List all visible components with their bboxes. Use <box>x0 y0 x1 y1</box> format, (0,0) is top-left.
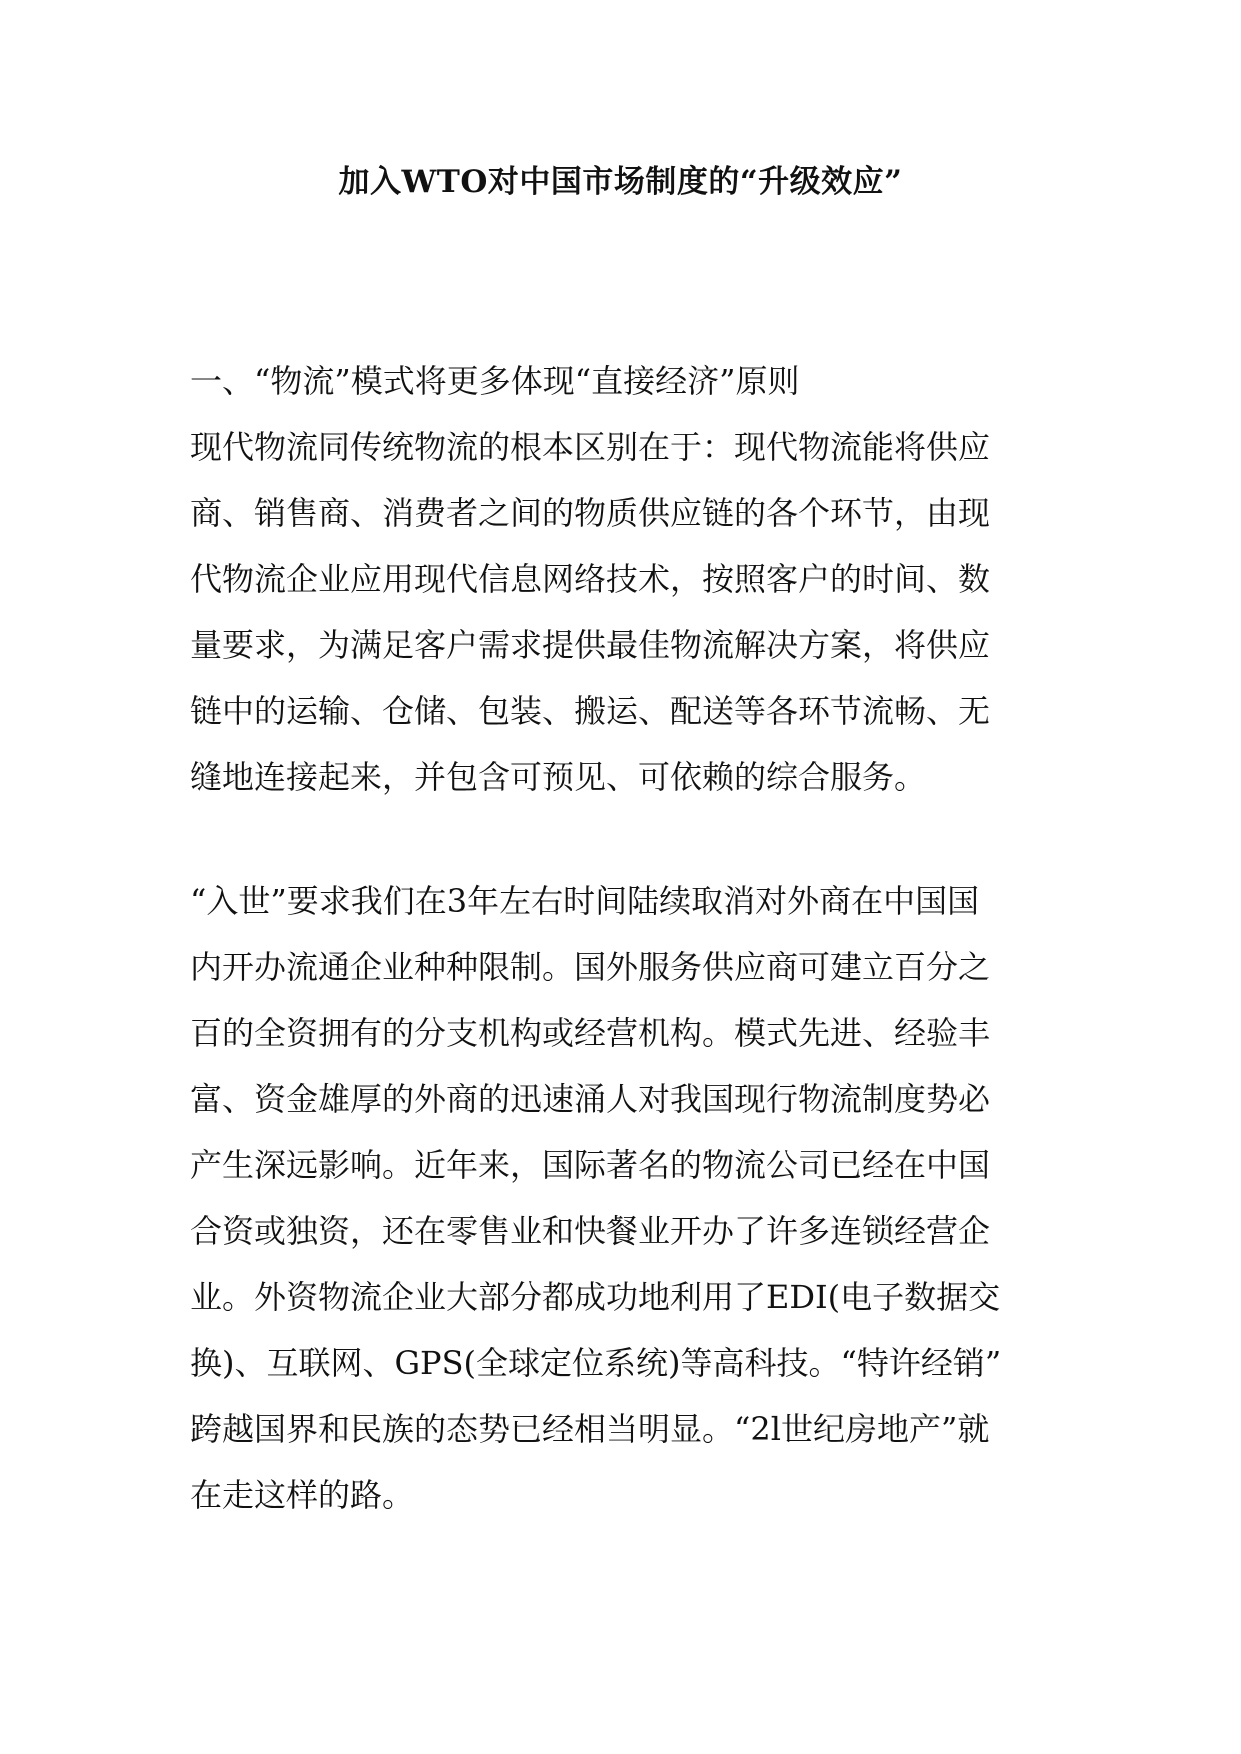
document-title: 加入WTO对中国市场制度的“升级效应” <box>338 164 903 200</box>
paragraph-2 <box>190 868 1070 1528</box>
paragraph-line: 业。外资物流企业大部分都成功地利用了EDI(电子数据交 <box>190 1278 1001 1316</box>
section-heading-text: 一、“物流”模式将更多体现“直接经济”原则 <box>190 362 800 400</box>
paragraph-line: 现代物流同传统物流的根本区别在于：现代物流能将供应 <box>190 428 991 466</box>
paragraph-line: 产生深远影响。近年来，国际著名的物流公司已经在中国 <box>190 1146 991 1184</box>
paragraph-line: 内开办流通企业种种限制。国外服务供应商可建立百分之 <box>190 948 991 986</box>
paragraph-line: 代物流企业应用现代信息网络技术，按照客户的时间、数 <box>190 560 991 598</box>
paragraph-1 <box>190 414 1070 810</box>
paragraph-line: 在走这样的路。 <box>190 1476 415 1514</box>
paragraph-line: 链中的运输、仓储、包装、搬运、配送等各环节流畅、无 <box>190 692 991 730</box>
paragraph-line: 合资或独资，还在零售业和快餐业开办了许多连锁经营企 <box>190 1212 991 1250</box>
paragraph-line: “入世”要求我们在3年左右时间陆续取消对外商在中国国 <box>190 882 980 920</box>
paragraph-line: 缝地连接起来，并包含可预见、可依赖的综合服务。 <box>190 758 927 796</box>
paragraph-line: 跨越国界和民族的态势已经相当明显。“2l世纪房地产”就 <box>190 1410 990 1448</box>
section-heading <box>190 348 1070 414</box>
paragraph-line: 商、销售商、消费者之间的物质供应链的各个环节，由现 <box>190 494 991 532</box>
paragraph-line: 量要求，为满足客户需求提供最佳物流解决方案，将供应 <box>190 626 991 664</box>
paragraph-line: 富、资金雄厚的外商的迅速涌人对我国现行物流制度势必 <box>190 1080 991 1118</box>
paragraph-line: 换)、互联网、GPS(全球定位系统)等高科技。“特许经销” <box>190 1344 1002 1382</box>
paragraph-line: 百的全资拥有的分支机构或经营机构。模式先进、经验丰 <box>190 1014 991 1052</box>
